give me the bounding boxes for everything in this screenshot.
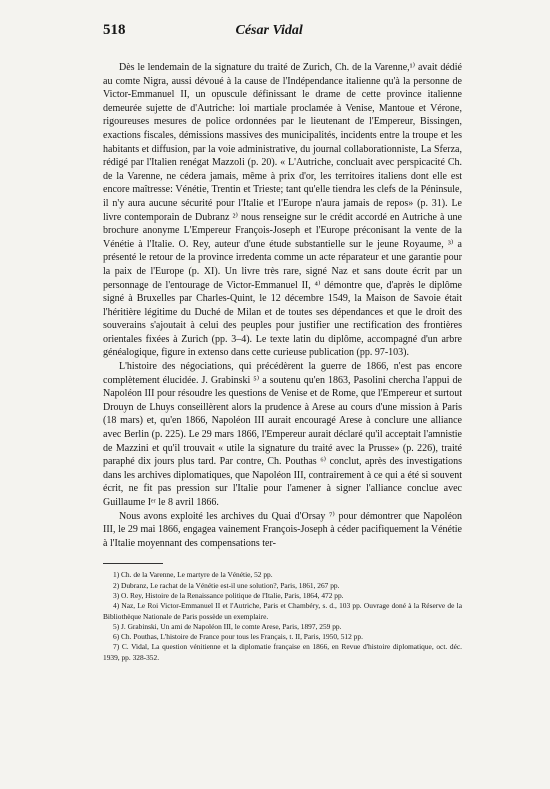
footnote: 6) Ch. Pouthas, L'histoire de France pour tous les Français, t. II, Paris, 1950, 512 pp.	[113, 632, 363, 642]
footnote: 4) Naz, Le Roi Victor-Emmanuel II et l'Autriche, Paris et Chambéry, s. d., 103 pp. Ouvrage doné à la Réserve de la Bibliothèque Nationale de Paris possède un exemplaire.	[103, 601, 462, 621]
footnote: 2) Dubranz, Le rachat de la Vénétie est-il une solution?, Paris, 1861, 267 pp.	[113, 580, 340, 590]
running-head	[103, 22, 462, 39]
footnote-divider	[103, 563, 163, 564]
page-number: 518	[103, 22, 126, 38]
paragraph: Nous avons exploité les archives du Quai d'Orsay ⁷⁾ pour démontrer que Napoléon III, le 29 mai 1866, engagea vainement François-Joseph à céder pacifiquement la Vénétie à l'Italie moyennant des compensations ter-	[103, 510, 462, 549]
body-text	[103, 61, 462, 550]
paragraph: L'histoire des négociations, qui précédèrent la guerre de 1866, n'est pas encore complètement élucidée. J. Grabinski ⁵⁾ a soutenu qu'en 1863, Pasolini chercha l'appui de Napoléon III pour résoudre les questions de Venise et de Rome, que l'Empereur et surtout Drouyn de Lhuys conseillèrent alors la prudence à Arese au cours d'une mission à Paris (18 mars) et, qu'en 1866, Napoléon III aurait encouragé Arese à conclure une alliance avec Berlin (p. 225). Le 29 mars 1866, l'Empereur aurait déclaré qu'il acceptait l'amnistie de Mazzini et qu'il trouvait « utile la signature du traité avec la Prusse» (p. 226), traité paraphé dix jours plus tard. Par contre, Ch. Pouthas ⁶⁾ conclut, après des investigations dans les archives diplomatiques, que Napoléon III, contrairement à ce qui a été si souvent écrit, ne fit pas pression sur l'Italie pour l'amener à signer l'alliance conclue avec Guillaume Iᵉʳ le 8 avril 1866.	[103, 361, 462, 508]
paragraph: Dès le lendemain de la signature du traité de Zurich, Ch. de la Varenne,¹⁾ avait dédié au comte Nigra, aussi dévoué à la cause de l'Indépendance italienne qu'à la personne de Victor-Emmanuel II, un opuscule définissant le drame de cette province italienne demeurée sujette de d'Autriche: loi martiale proclamée à Venise, Mantoue et Vérone, rigoureuses mesures de police ordonnées par le lieutenant de l'Empereur, Bissingen, exactions fiscales, démissions massives des municipalités, incidents entre la troupe et les habitants et diffusion, par la voie administrative, du journal collaborationniste, La Sferza, rédigé par l'Italien renégat Mazzoli (p. 20). « L'Autriche, concluait avec perspicacité Ch. de la Varenne, ne cédera jamais, même à prix d'or, les territoires italiens dont elle est encore maîtresse: Vénétie, Trentin et Trieste; tant qu'elle tiendra les clefs de la Péninsule, il n'y aura aucune sécurité pour l'Italie et l'Europe n'aura jamais de repos» (p. 31). Le livre contemporain de Dubranz ²⁾ nous renseigne sur le crédit accordé en Autriche à une brochure anonyme L'Empereur François-Joseph et l'Europe préconisant la vente de la Vénétie à l'Italie. O. Rey, auteur d'une étude substantielle sur le jeune Royaume, ³⁾ a présenté le retour de la province irredenta comme un acte réparateur et une garantie pour la paix de l'Europe (p. XI). Un livre très rare, signé Naz et sans doute écrit par un personnage de l'entourage de Victor-Emmanuel II, ⁴⁾ démontre que, d'après le diplôme signé à Bruxelles par Charles-Quint, le 12 décembre 1549, la Maison de Savoie était l'héritière légitime du Duché de Milan et de toutes ses dépendances et que le droit des souverains s'ajoutait à celui des peuples pour justifier une rectification des frontières orientales fixées à Zurich (pp. 3–4). Le texte latin du diplôme, accompagné d'un arbre généalogique, figure in extenso dans cette curieuse publication (pp. 97-103).	[103, 62, 462, 359]
footnote: 7) C. Vidal, La question vénitienne et la diplomatie française en 1866, en Revue d'histoire diplomatique, oct. déc. 1939, pp. 328-352.	[103, 642, 462, 662]
footnotes	[103, 570, 462, 663]
footnote: 1) Ch. de la Varenne, Le martyre de la Vénétie, 52 pp.	[113, 570, 273, 580]
running-title: César Vidal	[235, 23, 303, 38]
footnote: 3) O. Rey, Histoire de la Renaissance politique de l'Italie, Paris, 1864, 472 pp.	[113, 590, 344, 600]
footnote: 5) J. Grabinski, Un ami de Napoléon III, le comte Arese, Paris, 1897, 259 pp.	[113, 621, 342, 631]
